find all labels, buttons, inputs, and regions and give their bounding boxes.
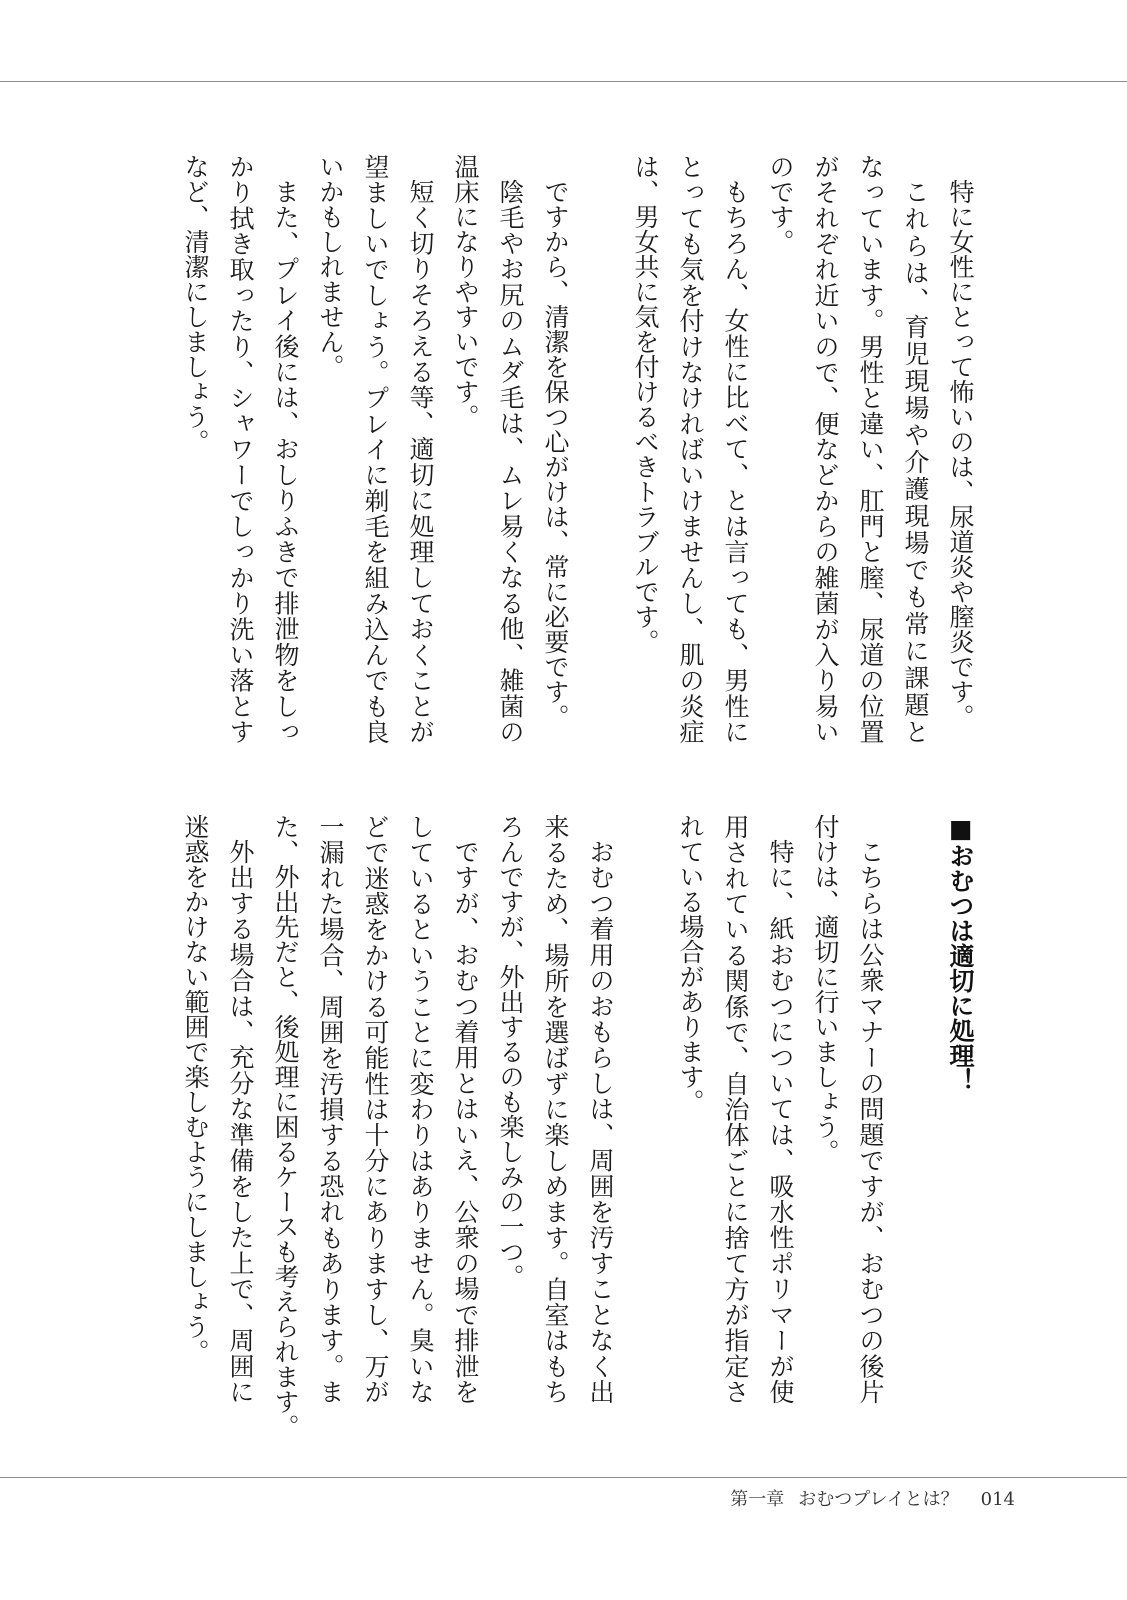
text-line: 迷惑をかけない範囲で楽しむようにしましょう。 — [181, 814, 210, 1364]
section-gap — [623, 814, 668, 1404]
paragraph — [668, 814, 803, 1404]
text-line: なっています。男性と違い、肛門と膣、尿道の位置 — [856, 154, 885, 744]
paragraph — [308, 154, 443, 744]
text-line: 特に女性にとって怖いのは、尿道炎や膣炎です。 — [946, 179, 975, 729]
text-line: 付けは、適切に行いましょう。 — [811, 814, 840, 1164]
section-gap — [578, 154, 623, 744]
text-line: 陰毛やお尻のムダ毛は、ムレ易くなる他、雑菌の — [496, 179, 525, 744]
text-line: 特に、紙おむつについては、吸水性ポリマーが使 — [766, 839, 795, 1404]
text-line: ですから、清潔を保つ心がけは、常に必要です。 — [541, 179, 570, 729]
text-line: ですが、おむつ着用とはいえ、公衆の場で排泄を — [451, 839, 480, 1405]
paragraph — [533, 154, 578, 744]
text-line: 用されている関係で、自治体ごとに捨て方が指定さ — [721, 814, 750, 1405]
paragraph — [803, 814, 893, 1404]
chapter-label: 第一章 — [730, 1489, 785, 1510]
text-line: は、男女共に気を付けるべきトラブルです。 — [631, 154, 660, 654]
text-line: ろんですが、外出するのも楽しみの一つ。 — [496, 814, 525, 1289]
chapter-title: おむつプレイとは？ — [798, 1489, 959, 1510]
upper-text-block — [173, 154, 983, 744]
text-line: おむつ着用のおもらしは、周囲を汚すことなく出 — [586, 839, 615, 1404]
page-footer — [730, 1489, 1015, 1511]
text-line: がそれぞれ近いので、便などからの雑菌が入り易い — [811, 154, 840, 744]
text-line: もちろん、女性に比べて、とは言っても、男性に — [721, 179, 750, 744]
section-heading: ■おむつは適切に処理！ — [946, 814, 975, 1093]
text-line: 来るため、場所を選ばずに楽しめます。自室はもち — [541, 814, 570, 1405]
text-line: 温床になりやすいです。 — [451, 154, 480, 429]
text-line: こちらは公衆マナーの問題ですが、おむつの後片 — [856, 839, 885, 1404]
paragraph — [173, 814, 263, 1404]
paragraph — [263, 814, 488, 1439]
text-line: 望ましいでしょう。プレイに剃毛を組み込んでも良 — [361, 154, 390, 745]
bottom-rule — [0, 1477, 1127, 1478]
paragraph — [173, 154, 308, 744]
text-line: れている場合があります。 — [676, 814, 705, 1114]
section-gap — [893, 814, 938, 1404]
text-line: どで迷惑をかける可能性は十分にありますし、万が — [361, 814, 390, 1404]
text-line: とっても気を付けなければいけませんし、肌の炎症 — [676, 154, 705, 744]
text-line: のです。 — [766, 154, 795, 254]
text-line: また、プレイ後には、おしりふきで排泄物をしっ — [271, 179, 300, 744]
text-line: いかもしれません。 — [316, 154, 345, 379]
paragraph — [758, 154, 938, 744]
text-line: かり拭き取ったり、シャワーでしっかり洗い落とす — [226, 154, 255, 745]
text-line: これらは、育児現場や介護現場でも常に課題と — [901, 179, 930, 744]
text-line: 短く切りそろえる等、適切に処理しておくことが — [406, 179, 435, 744]
text-line: た、外出先だと、後処理に困るケースも考えられます。 — [271, 814, 300, 1439]
paragraph — [488, 814, 623, 1404]
text-line: 外出する場合は、充分な準備をした上で、周囲に — [226, 839, 255, 1404]
text-line: しているということに変わりはありません。臭いな — [406, 814, 435, 1404]
paragraph — [443, 154, 533, 744]
paragraph — [623, 154, 758, 744]
top-rule — [0, 81, 1127, 82]
text-line: 一漏れた場合、周囲を汚損する恐れもあります。ま — [316, 814, 345, 1404]
paragraph — [938, 154, 983, 744]
page-number: 014 — [980, 1489, 1015, 1510]
text-line: など、清潔にしましょう。 — [181, 154, 210, 454]
lower-text-block — [173, 814, 983, 1439]
